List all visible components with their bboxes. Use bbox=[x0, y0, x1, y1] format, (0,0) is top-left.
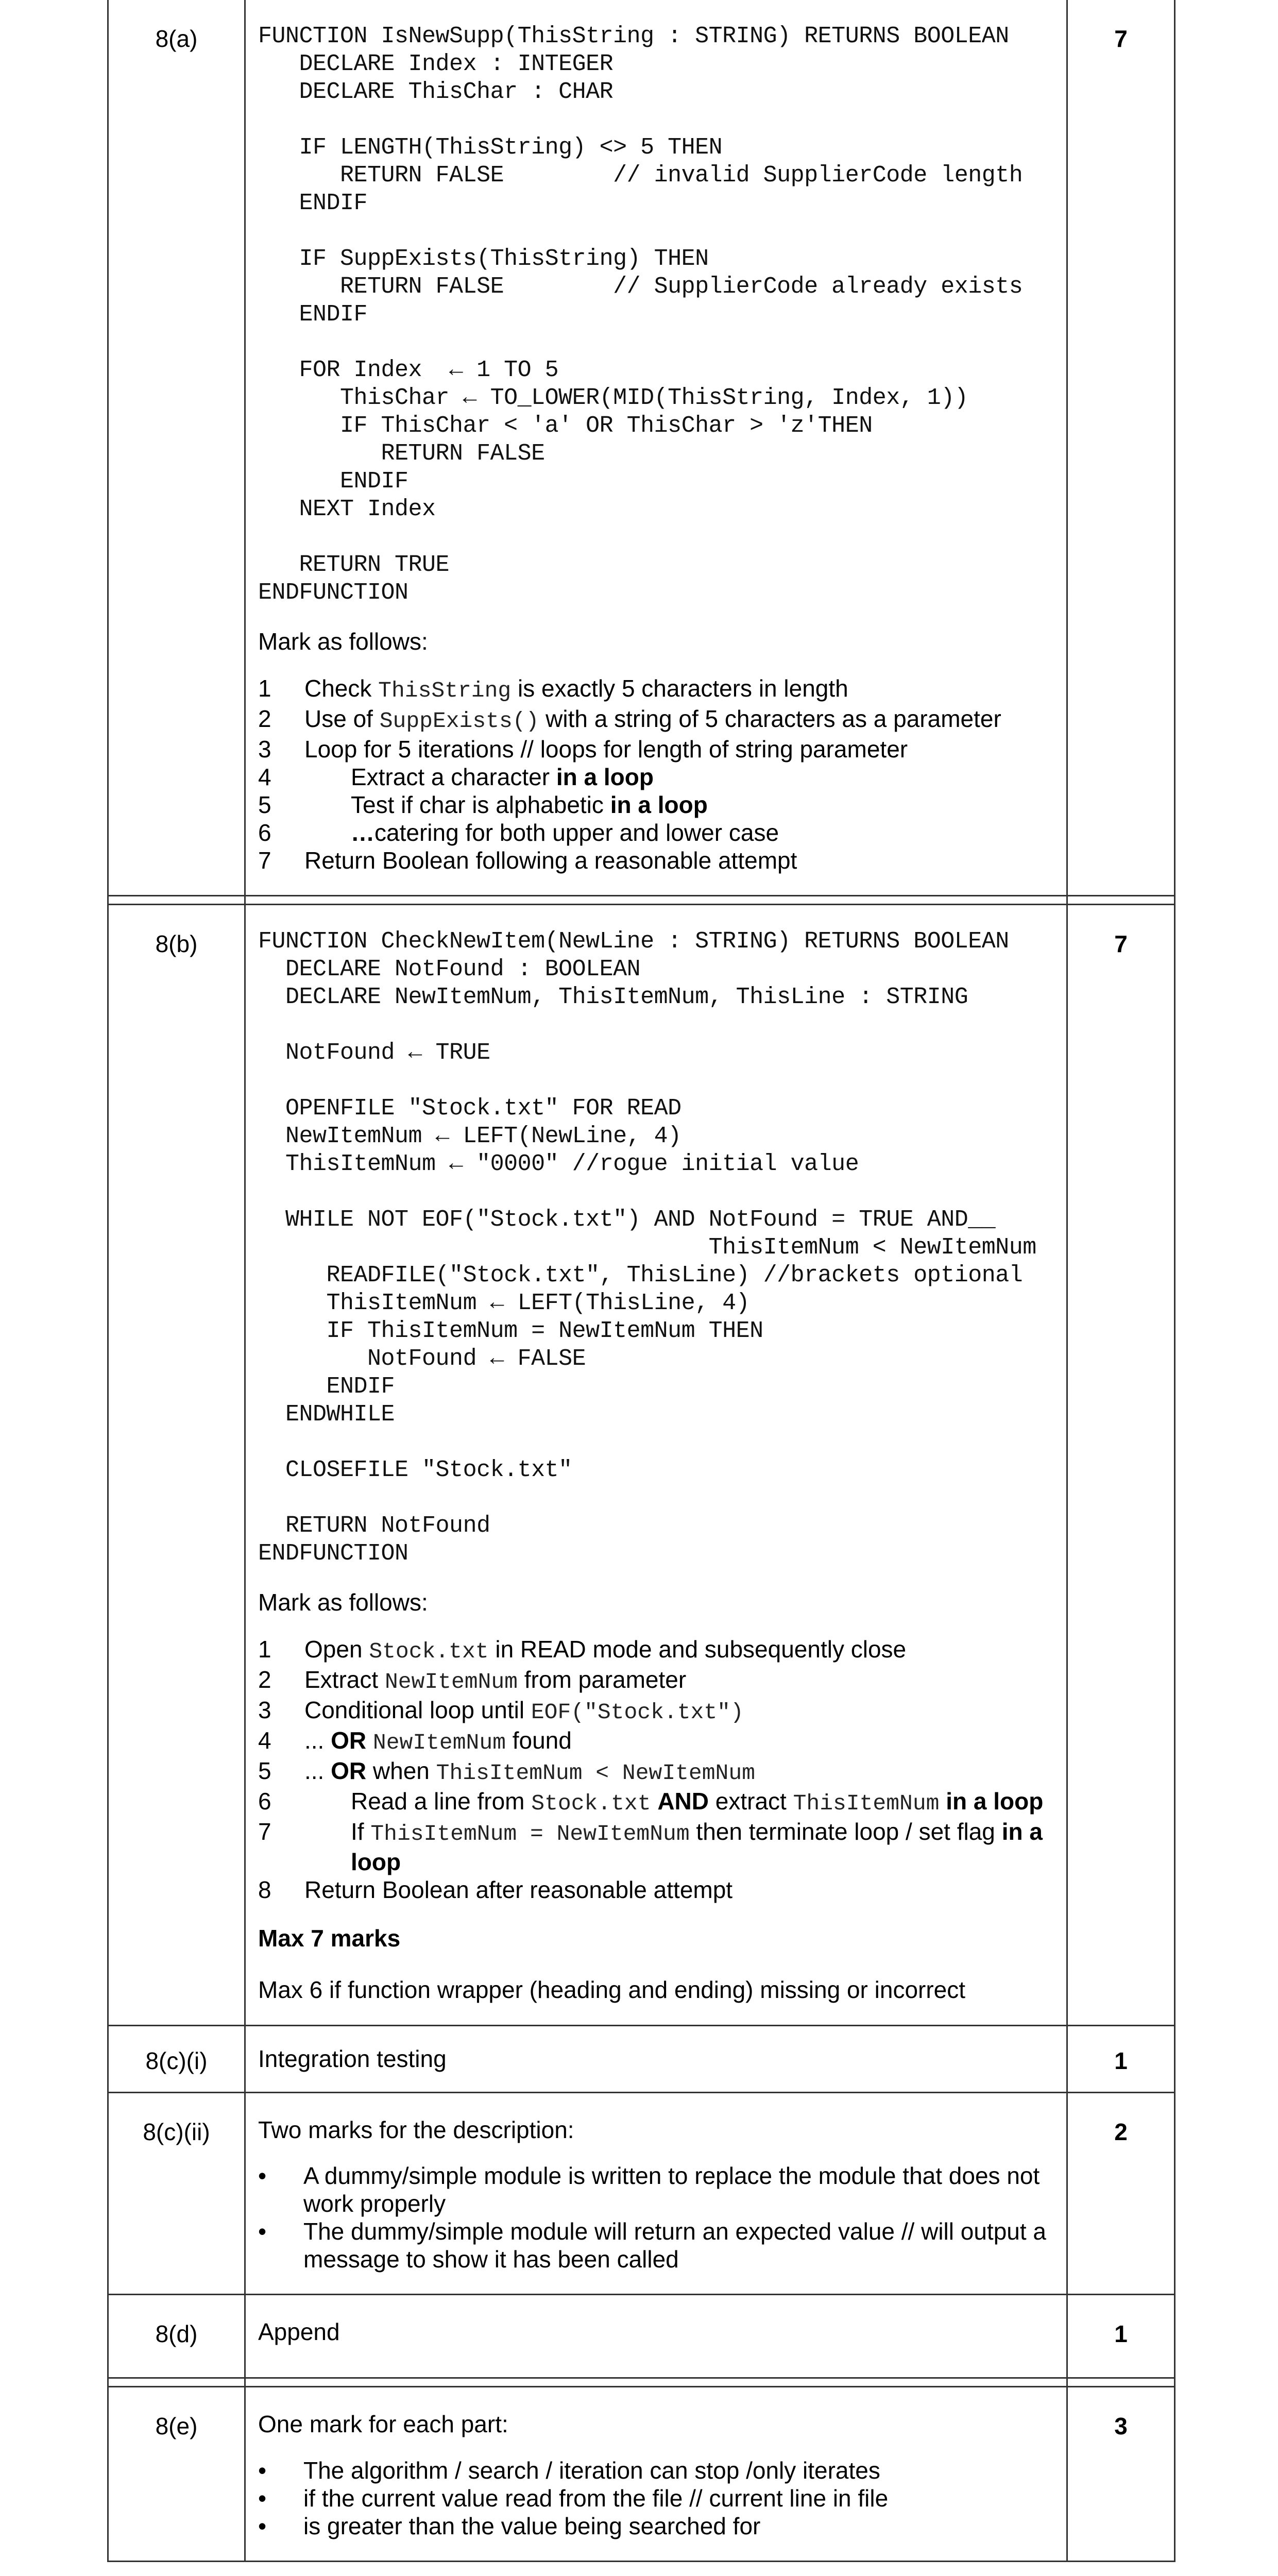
marking-point: 6 Read a line from Stock.txt AND extract ThisItemNum in a loop bbox=[258, 1788, 1044, 1817]
question-number: 8(b) bbox=[108, 905, 245, 2026]
bullet-item: • is greater than the value being searched for bbox=[258, 2512, 761, 2539]
marking-point: 5 Test if char is alphabetic in a loop bbox=[258, 791, 708, 819]
bullet-item: • A dummy/simple module is written to replace the module that does not work properly bbox=[258, 2162, 1040, 2217]
marking-point: 4 ... OR NewItemNum found bbox=[258, 1727, 572, 1756]
marking-points bbox=[258, 1635, 1055, 1904]
row-8b bbox=[108, 905, 1175, 2026]
bullet-icon: • bbox=[258, 2162, 267, 2190]
marks-value: 1 bbox=[1067, 2025, 1175, 2092]
marking-point: 4 Extract a character in a loop bbox=[258, 764, 654, 791]
marks-value: 3 bbox=[1067, 2387, 1175, 2561]
mark-as-follows: Mark as follows: bbox=[258, 628, 428, 655]
marking-point: 6 …catering for both upper and lower case bbox=[258, 819, 779, 846]
answer-cell bbox=[245, 0, 1067, 896]
answer-intro: Two marks for the description: bbox=[258, 2116, 574, 2143]
marking-point: 7 Return Boolean following a reasonable attempt bbox=[258, 847, 797, 874]
bullet-icon: • bbox=[258, 2456, 267, 2484]
pseudocode-block: FUNCTION CheckNewItem(NewLine : STRING) RETURNS BOOLEAN DECLARE NotFound : BOOLEAN DECLARE NewItemNum, ThisItemNum, ThisLine : STRING NotFound ← TRUE OPENFILE "Stock.txt" FOR READ NewItemNum ← LEFT(NewLine, 4) ThisItemNum ← "0000" //rogue initial value WHILE NOT EOF("Stock.txt") AND NotFound = TRUE AND__ ThisItemNum < NewItemNum READFILE("Stock.txt", ThisLine) //brackets optional ThisItemNum ← LEFT(ThisLine, 4) IF ThisItemNum = NewItemNum THEN NotFound ← FALSE ENDIF ENDWHILE CLOSEFILE "Stock.txt" RETURN NotFound ENDFUNCTION bbox=[258, 928, 1036, 1567]
bullet-item: • The algorithm / search / iteration can stop /only iterates bbox=[258, 2456, 880, 2484]
row-8e bbox=[108, 2387, 1175, 2561]
marks-value: 7 bbox=[1067, 905, 1175, 2026]
marking-point: 7 If ThisItemNum = NewItemNum then terminate loop / set flag in a loop bbox=[258, 1818, 1043, 1876]
marking-point: 1 Check ThisString is exactly 5 characters in length bbox=[258, 675, 848, 704]
row-8d bbox=[108, 2295, 1175, 2378]
mark-as-follows: Mark as follows: bbox=[258, 1589, 428, 1616]
answer-text: Integration testing bbox=[245, 2025, 1067, 2092]
bullet-icon: • bbox=[258, 2218, 267, 2245]
marking-points bbox=[258, 674, 1055, 874]
bullet-icon: • bbox=[258, 2484, 267, 2512]
answer-bullets bbox=[258, 2162, 1055, 2273]
marks-value: 1 bbox=[1067, 2295, 1175, 2378]
question-number: 8(e) bbox=[108, 2387, 245, 2561]
bullet-icon: • bbox=[258, 2512, 267, 2539]
question-number: 8(d) bbox=[108, 2295, 245, 2378]
max-marks: Max 7 marks bbox=[258, 1925, 401, 1952]
answer-bullets bbox=[258, 2456, 1055, 2540]
answer-text: Append bbox=[245, 2295, 1067, 2378]
question-number: 8(a) bbox=[108, 0, 245, 896]
marking-point: 3 Conditional loop until EOF("Stock.txt") bbox=[258, 1697, 744, 1725]
max-marks-note: Max 6 if function wrapper (heading and ending) missing or incorrect bbox=[258, 1976, 966, 2003]
marking-point: 2 Use of SuppExists() with a string of 5 characters as a parameter bbox=[258, 705, 1001, 734]
marking-point: 2 Extract NewItemNum from parameter bbox=[258, 1666, 687, 1695]
question-number: 8(c)(ii) bbox=[108, 2092, 245, 2294]
row-separator bbox=[108, 896, 1175, 905]
bullet-item: • if the current value read from the file // current line in file bbox=[258, 2484, 889, 2512]
marking-point: 5 ... OR when ThisItemNum < NewItemNum bbox=[258, 1757, 755, 1786]
row-8a bbox=[108, 0, 1175, 896]
mark-scheme-table bbox=[107, 0, 1175, 2562]
question-number: 8(c)(i) bbox=[108, 2025, 245, 2092]
row-separator bbox=[108, 2378, 1175, 2387]
marking-point: 1 Open Stock.txt in READ mode and subsequently close bbox=[258, 1636, 907, 1665]
marking-point: 8 Return Boolean after reasonable attempt bbox=[258, 1876, 733, 1904]
pseudocode-block: FUNCTION IsNewSupp(ThisString : STRING) RETURNS BOOLEAN DECLARE Index : INTEGER DECLARE ThisChar : CHAR IF LENGTH(ThisString) <> 5 THEN RETURN FALSE // invalid SupplierCode length ENDIF IF SuppExists(ThisString) THEN RETURN FALSE // SupplierCode already exists ENDIF FOR Index ← 1 TO 5 ThisChar ← TO_LOWER(MID(ThisString, Index, 1)) IF ThisChar < 'a' OR ThisChar > 'z'THEN RETURN FALSE ENDIF NEXT Index RETURN TRUE ENDFUNCTION bbox=[258, 23, 1023, 606]
answer-cell bbox=[245, 2387, 1067, 2561]
row-8ci bbox=[108, 2025, 1175, 2092]
bullet-item: • The dummy/simple module will return an expected value // will output a message to show it has been called bbox=[258, 2218, 1047, 2273]
marks-value: 7 bbox=[1067, 0, 1175, 896]
answer-intro: One mark for each part: bbox=[258, 2411, 508, 2438]
marks-value: 2 bbox=[1067, 2092, 1175, 2294]
answer-cell bbox=[245, 905, 1067, 2026]
row-8cii bbox=[108, 2092, 1175, 2294]
answer-cell bbox=[245, 2092, 1067, 2294]
marking-point: 3 Loop for 5 iterations // loops for length of string parameter bbox=[258, 736, 908, 763]
